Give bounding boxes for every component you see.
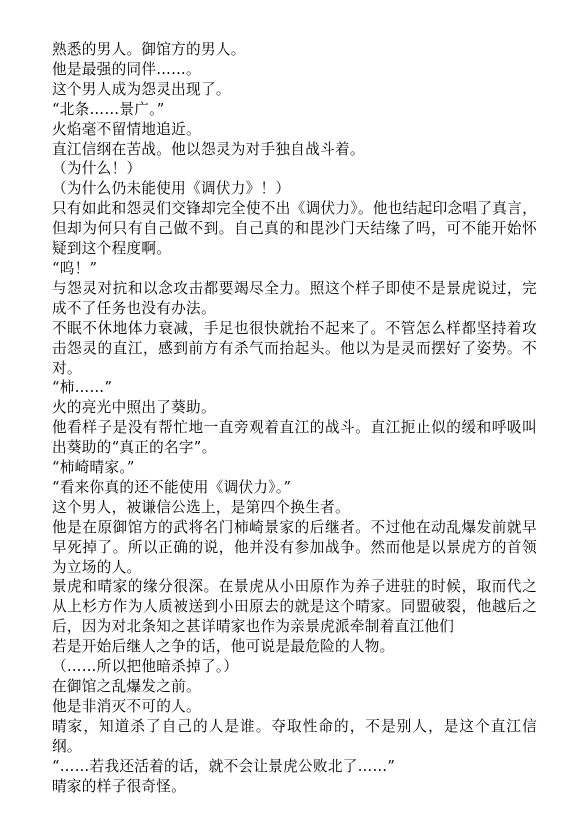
paragraph: 这个男人成为怨灵出现了。 [52, 80, 231, 98]
paragraph: 只有如此和怨灵们交锋却完全使不出《调伏力》。他也结起印念唱了真言，但却为何只有自己做不到。自己真的和毘沙门天结缘了吗，可不能开始怀疑到这个程度啊。 [52, 200, 537, 258]
paragraph: 景虎和晴家的缘分很深。在景虎从小田原作为养子进驻的时候，取而代之从上杉方作为人质被送到小田原去的就是这个晴家。同盟破裂，他越后之后，因为对北条知之甚详晴家也作为亲景虎派牵制着直江他们 [52, 578, 537, 636]
paragraph: 熟悉的男人。御馆方的男人。 [52, 41, 246, 58]
paragraph: “呜！” [52, 259, 98, 277]
paragraph: 他看样子是没有帮忙地一直旁观着直江的战斗。直江扼止似的缓和呼吸叫出葵助的“真正的名字”。 [52, 419, 537, 457]
paragraph: （为什么仍未能使用《调伏力》！） [52, 180, 291, 198]
paragraph: “……若我还活着的话，就不会让景虎公败北了……” [52, 757, 396, 775]
paragraph: 晴家的样子很奇怪。 [52, 777, 187, 795]
paragraph: 他是非消灭不可的人。 [52, 697, 201, 715]
paragraph: 直江信纲在苦战。他以怨灵为对手独自战斗着。 [52, 140, 365, 158]
paragraph: 这个男人，被谦信公选上，是第四个换生者。 [52, 498, 350, 516]
paragraph: 不眠不休地体力衰减，手足也很快就抬不起来了。不管怎么样都坚持着攻击怨灵的直江，感到前方有杀气而抬起头。他以为是灵而摆好了姿势。不对。 [52, 319, 537, 377]
paragraph: 在御馆之乱爆发之前。 [52, 678, 201, 695]
paragraph: “柿……” [52, 379, 113, 397]
paragraph: 他是在原御馆方的武将名门柿崎景家的后继者。不过他在动乱爆发前就早早死掉了。所以正确的说，他并没有参加战争。然而他是以景虎方的首领为立场的人。 [52, 518, 537, 576]
paragraph: 与怨灵对抗和以念攻击都要竭尽全力。照这个样子即使不是景虎说过，完成不了任务也没有办法。 [52, 279, 537, 317]
paragraph: 晴家，知道杀了自己的人是谁。夺取性命的，不是别人，是这个直江信纲。 [52, 717, 537, 755]
paragraph: （……所以把他暗杀掉了。） [52, 658, 239, 676]
paragraph: 若是开始后继人之争的话，他可说是最危险的人物。 [52, 638, 395, 656]
paragraph: 他是最强的同伴……。 [52, 60, 201, 78]
paragraph: “柿崎晴家。” [52, 459, 135, 477]
paragraph: 火焰毫不留情地追近。 [52, 120, 201, 138]
paragraph: （为什么！） [52, 160, 142, 178]
paragraph: “北条……景广。” [52, 100, 165, 118]
paragraph: “看来你真的还不能使用《调伏力》。” [52, 478, 292, 496]
paragraph: 火的亮光中照出了葵助。 [52, 399, 216, 417]
